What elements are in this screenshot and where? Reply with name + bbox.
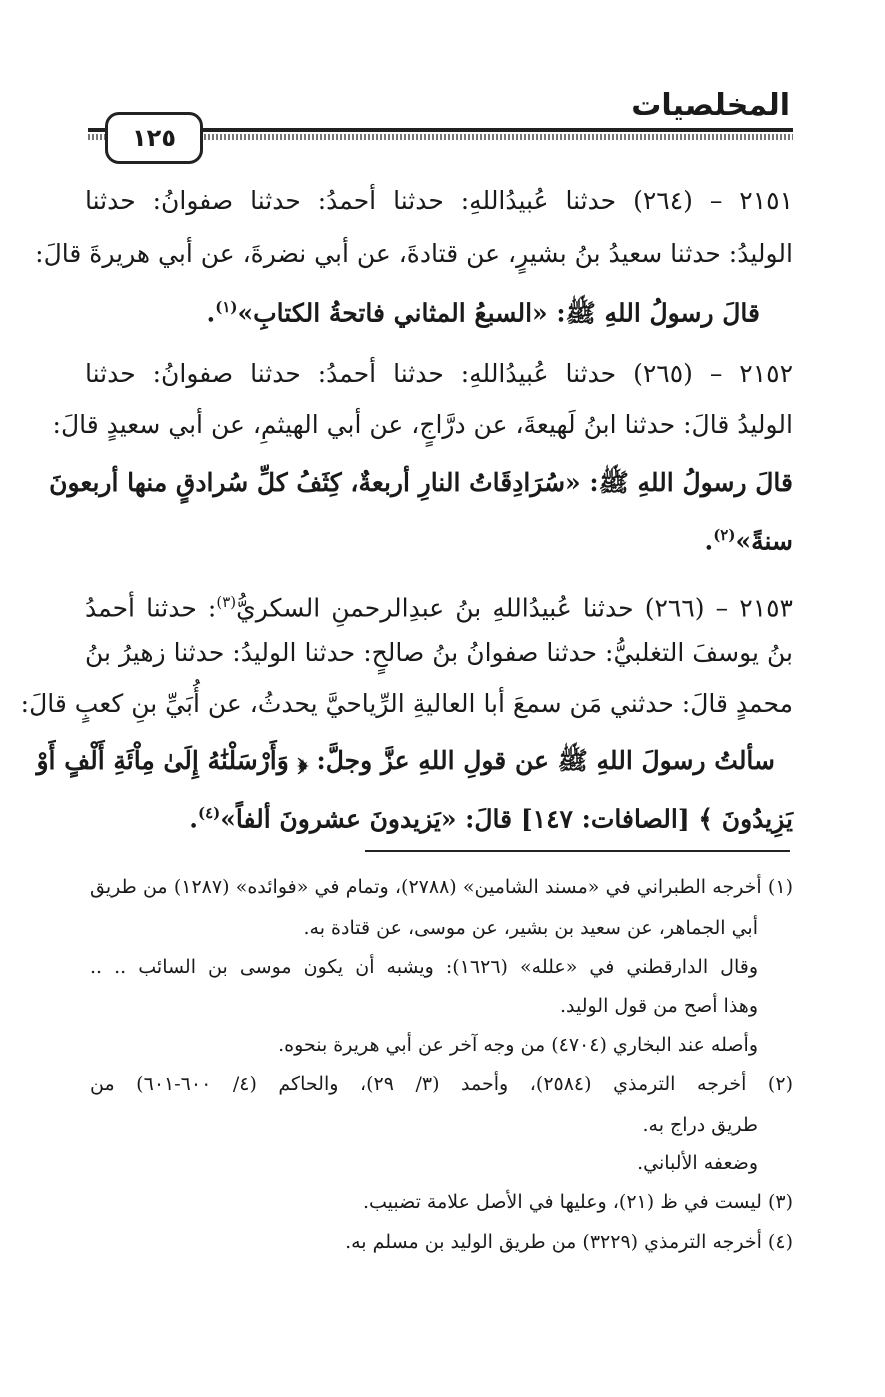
hadith-2153-line-1-b: : حدثنا أحمدُ xyxy=(85,593,217,623)
hadith-2152-end-mark: . xyxy=(704,526,714,556)
hadith-2152-line-1: ٢١٥٢ – (٢٦٥) حدثنا عُبيدُاللهِ: حدثنا أحمدُ: حدثنا صفوانُ: حدثنا xyxy=(85,359,793,388)
hadith-2151-matn xyxy=(207,290,761,330)
footnote-2-line-2: طريق دراج به. xyxy=(642,1114,758,1136)
hadith-2153-matn-end-text: يَزِيدُونَ ﴾ [الصافات: ١٤٧] قالَ: «يَزيدونَ عشرونَ ألفاً» xyxy=(220,804,793,834)
footnote-ref-2[interactable]: (٢) xyxy=(713,526,736,544)
running-header-title: المخلصيات xyxy=(631,88,790,123)
page-number-box xyxy=(105,112,203,164)
footnote-1-line-3: وقال الدارقطني في «علله» (١٦٢٦): ويشبه أن يكون موسى بن السائب .. .. xyxy=(90,956,759,978)
hadith-2152-matn-line-1: قالَ رسولُ اللهِ ﷺ: «سُرَادِقَاتُ النارِ أربعةٌ، كِثَفُ كلِّ سُرادقٍ منها أربعونَ xyxy=(49,468,793,497)
hadith-2153-line-1 xyxy=(85,585,793,625)
footnote-ref-3[interactable]: (٣) xyxy=(216,593,237,611)
hadith-2152-line-2: الوليدُ قالَ: حدثنا ابنُ لَهيعةَ، عن درَّاجٍ، عن أبي الهيثمِ، عن أبي سعيدٍ قالَ: xyxy=(52,410,793,439)
footnote-1-line-2: أبي الجماهر، عن سعيد بن بشير، عن موسى، عن قتادة به. xyxy=(303,917,758,939)
footnote-divider xyxy=(365,850,790,852)
hadith-2151-matn-text: قالَ رسولُ اللهِ ﷺ: «السبعُ المثاني فاتحةُ الكتابِ» xyxy=(237,298,760,328)
hadith-2152-matn-line-2 xyxy=(704,518,793,558)
hadith-2153-line-2: بنُ يوسفَ التغلبيُّ: حدثنا صفوانُ بنُ صالحٍ: حدثنا الوليدُ: حدثنا زهيرُ بنُ xyxy=(85,638,793,667)
footnote-2-line-1: (٢) أخرجه الترمذي (٢٥٨٤)، وأحمد (٣/ ٢٩)، والحاكم (٤/ ٦٠٠-٦٠١) من xyxy=(90,1073,793,1095)
footnote-2-line-3: وضعفه الألباني. xyxy=(637,1152,758,1174)
hadith-2151-line-1: ٢١٥١ – (٢٦٤) حدثنا عُبيدُاللهِ: حدثنا أحمدُ: حدثنا صفوانُ: حدثنا xyxy=(85,186,793,215)
hadith-2153-matn-line-2 xyxy=(189,796,793,836)
hadith-2153-line-3: محمدٍ قالَ: حدثني مَن سمعَ أبا العاليةِ الرِّياحيَّ يحدثُ، عن أُبَيِّ بنِ كعبٍ قالَ: xyxy=(20,689,793,718)
footnote-1-line-1: (١) أخرجه الطبراني في «مسند الشامين» (٢٧٨٨)، وتمام في «فوائده» (١٢٨٧) من طريق xyxy=(90,876,793,898)
hadith-2151-end-mark: . xyxy=(206,298,216,328)
footnote-ref-4[interactable]: (٤) xyxy=(197,804,221,822)
footnote-1-line-4: وهذا أصح من قول الوليد. xyxy=(559,995,758,1017)
hadith-2153-line-1-a: ٢١٥٣ – (٢٦٦) حدثنا عُبيدُاللهِ بنُ عبدِالرحمنِ السكريُّ xyxy=(236,593,793,623)
page-number: ١٢٥ xyxy=(132,124,176,152)
hadith-2153-matn-line-1: سألتُ رسولَ اللهِ ﷺ عن قولِ اللهِ عزَّ وجلَّ: ﴿ وَأَرْسَلْنَٰهُ إِلَىٰ مِاْئَةِ أَلْفٍ أَوْ xyxy=(36,746,775,775)
footnote-3-line-1: (٣) ليست في ظ (٢١)، وعليها في الأصل علامة تضبيب. xyxy=(362,1191,793,1213)
footnote-ref-1[interactable]: (١) xyxy=(215,298,238,316)
hadith-2153-end-mark: . xyxy=(189,804,198,834)
hadith-2151-line-2: الوليدُ: حدثنا سعيدُ بنُ بشيرٍ، عن قتادةَ، عن أبي نضرةَ، عن أبي هريرةَ قالَ: xyxy=(35,239,793,268)
footnote-4-line-1: (٤) أخرجه الترمذي (٣٢٢٩) من طريق الوليد بن مسلم به. xyxy=(345,1231,793,1253)
hadith-2152-matn-end-text: سنةً» xyxy=(735,526,793,556)
footnote-1-line-5: وأصله عند البخاري (٤٧٠٤) من وجه آخر عن أبي هريرة بنحوه. xyxy=(278,1034,758,1056)
